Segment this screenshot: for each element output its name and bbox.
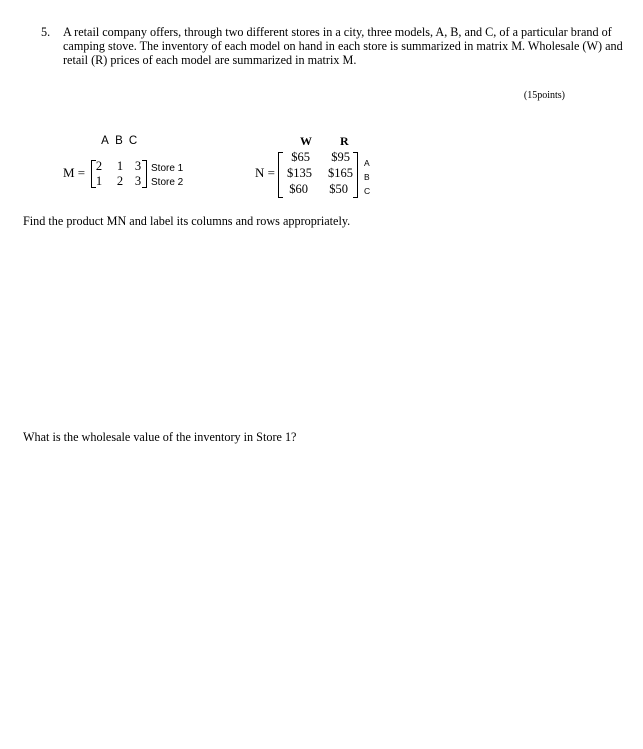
matrix-m-col-b: B	[115, 135, 123, 147]
matrix-n-cell: $65	[291, 150, 310, 164]
matrix-n-col-r: R	[340, 134, 349, 148]
matrix-m-cell: 3	[134, 174, 142, 188]
matrix-m-cell: 3	[134, 159, 142, 173]
matrix-m-cell: 1	[116, 159, 124, 173]
matrix-m-cell: 1	[95, 174, 103, 188]
matrix-m-column-headers	[98, 135, 140, 147]
problem-statement	[41, 25, 631, 67]
matrix-m-label: M =	[63, 165, 86, 180]
matrix-n-col-w: W	[300, 134, 312, 148]
problem-text: A retail company offers, through two different stores in a city, three models, A, B, and C, of a particular brand of camping stove. The inventory of each model on hand in each store is summarized in matrix M. Wholesale (W) and retail (R) prices of each model are summarized in matrix M.	[63, 25, 623, 67]
matrix-n-cell: $60	[289, 182, 308, 196]
matrix-m-row-label: Store 2	[151, 177, 184, 188]
question-product-mn: Find the product MN and label its columns and rows appropriately.	[23, 214, 351, 228]
matrix-n-row-label: C	[364, 186, 371, 196]
points-label: (15points)	[523, 90, 565, 101]
matrix-n-label: N =	[255, 165, 275, 180]
matrix-n-row-label: A	[364, 158, 370, 168]
matrix-m-row-label: Store 1	[151, 163, 184, 174]
matrix-n-cell: $50	[329, 182, 348, 196]
matrix-m-col-a: A	[101, 135, 109, 147]
matrix-n-cell: $135	[287, 166, 312, 180]
matrix-n-cell: $165	[328, 166, 353, 180]
matrix-n-cell: $95	[331, 150, 350, 164]
problem-number: 5.	[41, 25, 51, 39]
matrix-m-col-c: C	[128, 135, 138, 147]
question-wholesale-store1: What is the wholesale value of the inventory in Store 1?	[23, 430, 297, 444]
matrix-n-right-bracket	[353, 152, 358, 198]
matrix-m-cell: 2	[116, 174, 124, 188]
matrix-n-row-label: B	[364, 172, 370, 182]
matrix-m-cell: 2	[95, 159, 103, 173]
